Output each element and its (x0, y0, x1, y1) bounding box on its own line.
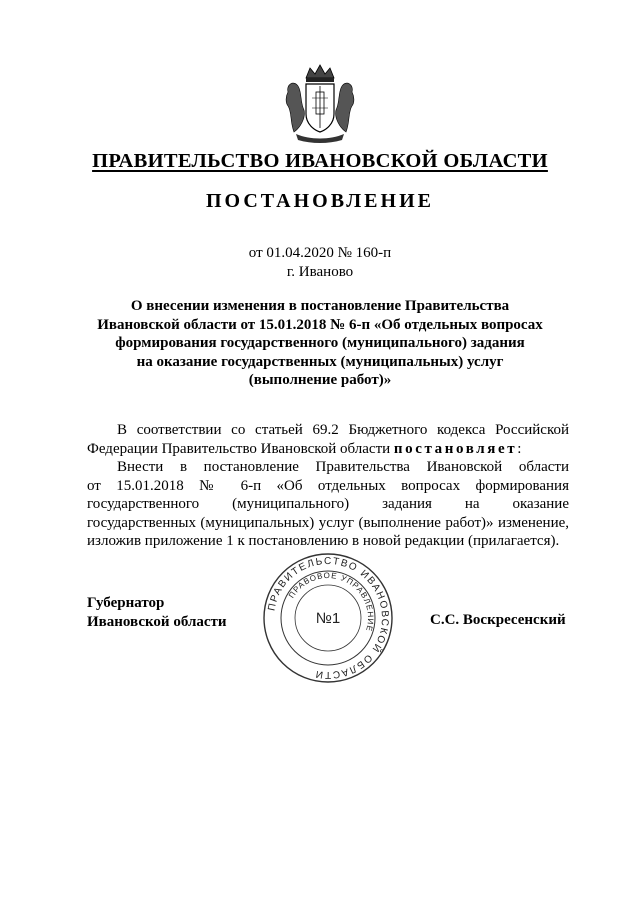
document-subject (70, 297, 570, 390)
body-line: изложив приложение 1 к постановлению в новой редакции (прилагается). (87, 533, 560, 549)
body-text: Федерации Правительство Ивановской области (87, 440, 394, 457)
signer-region: Ивановской области (87, 613, 227, 630)
body-line: Внести в постановление Правительства Ивановской области (117, 459, 569, 475)
stamp-number: №1 (315, 610, 341, 627)
subject-line: Ивановской области от 15.01.2018 № 6-п «Об отдельных вопросах (97, 316, 543, 333)
subject-line: на оказание государственных (муниципальных) услуг (136, 353, 504, 370)
body-line: от 15.01.2018 № 6-п «Об отдельных вопросах формирования (87, 477, 569, 494)
body-line (87, 440, 569, 459)
coat-of-arms-icon (282, 62, 358, 144)
signer-position (87, 594, 227, 631)
signer-name: С.С. Воскресенский (430, 612, 566, 628)
date-and-number: от 01.04.2020 № 160-п (248, 245, 392, 261)
subject-line: О внесении изменения в постановление Правительства (130, 298, 510, 314)
document-body (87, 421, 569, 551)
stamp-inner-text: ПРАВОВОЕ УПРАВЛЕНИЕ (287, 570, 376, 633)
subject-line: формирования государственного (муниципального) задания (115, 335, 525, 351)
body-line: государственного (муниципального) задания на оказание (87, 496, 569, 512)
official-stamp (262, 552, 394, 684)
signer-title: Губернатор (87, 595, 165, 611)
body-line: В соответствии со статьей 69.2 Бюджетного кодекса Российской (117, 422, 569, 438)
document-type: ПОСТАНОВЛЕНИЕ (206, 190, 434, 212)
subject-line: (выполнение работ)» (248, 372, 392, 388)
government-title: ПРАВИТЕЛЬСТВО ИВАНОВСКОЙ ОБЛАСТИ (92, 150, 548, 172)
body-text: : (517, 440, 522, 457)
decree-word: постановляет (393, 440, 518, 457)
body-line: государственных (муниципальных) услуг (выполнение работ)» изменение, (87, 514, 569, 531)
city: г. Иваново (286, 264, 354, 280)
stamp-outer-text: ПРАВИТЕЛЬСТВО ИВАНОВСКОЙ ОБЛАСТИ (266, 555, 391, 681)
